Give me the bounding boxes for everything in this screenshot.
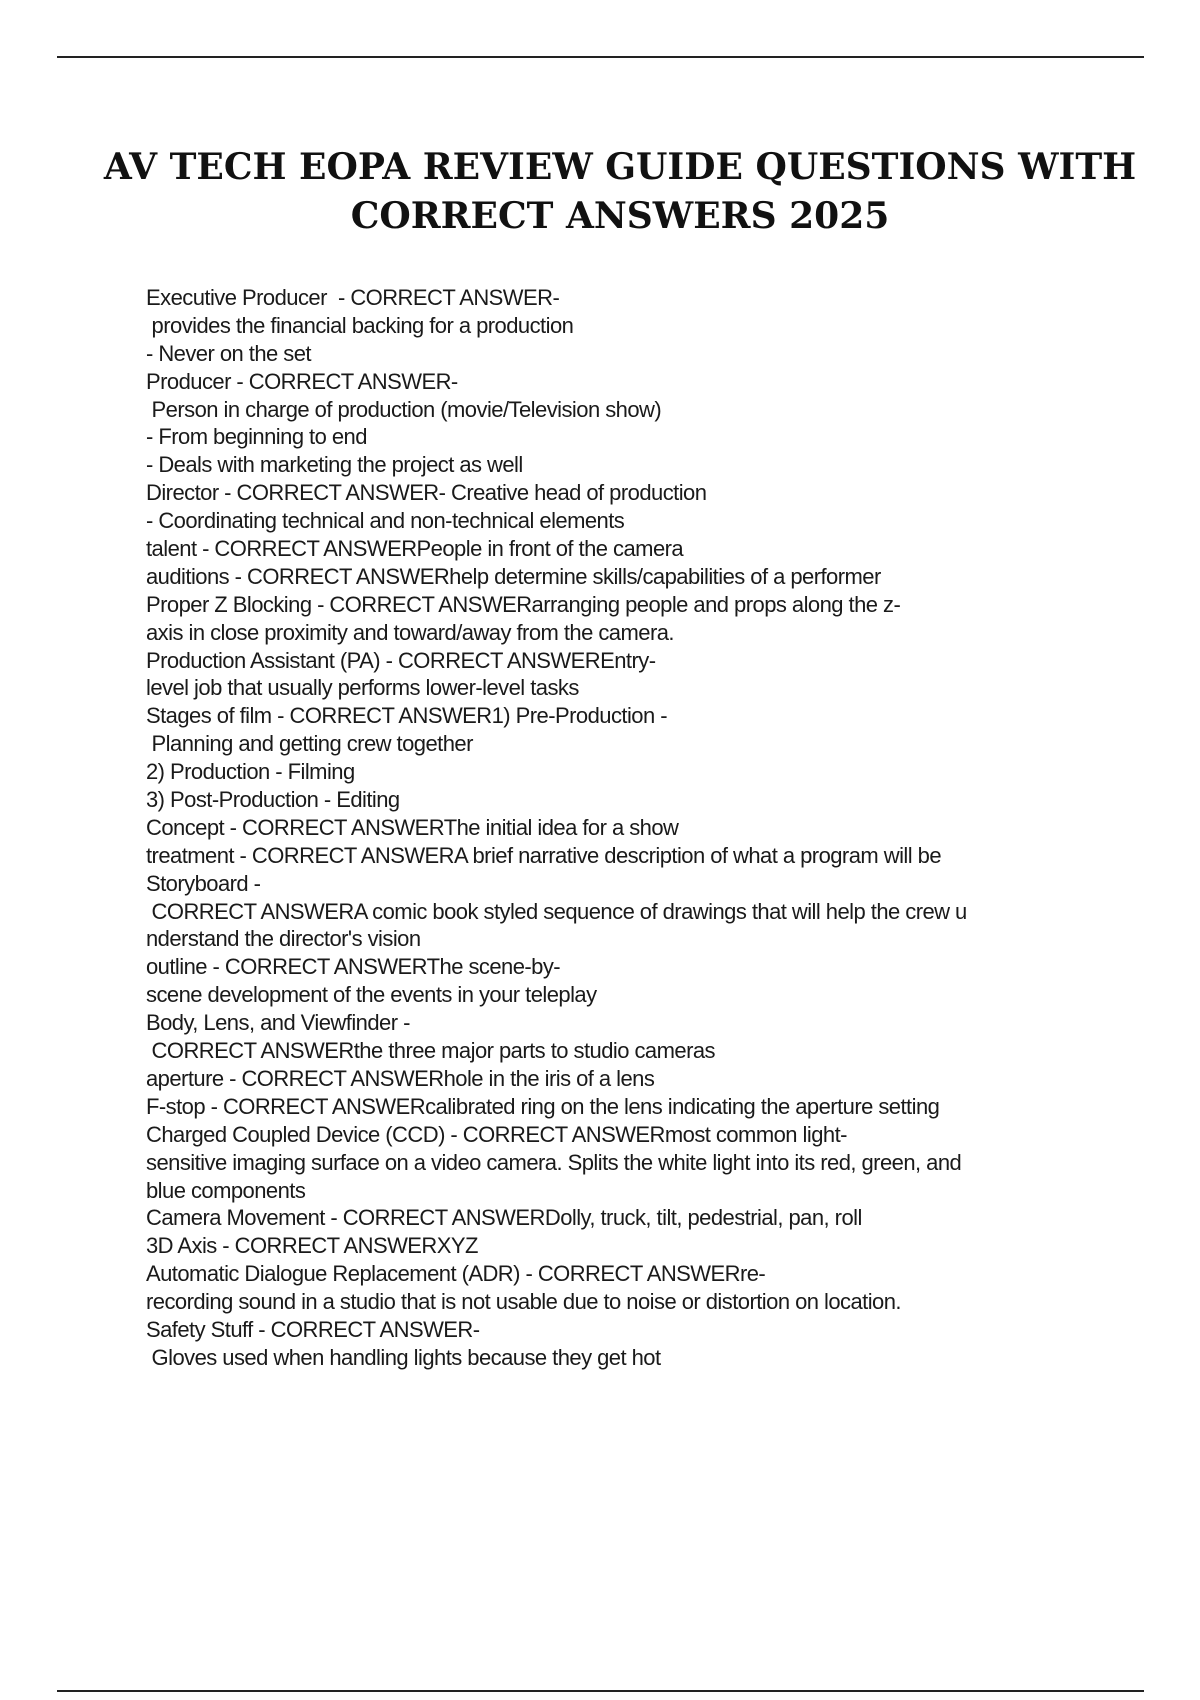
text-line: nderstand the director's vision: [146, 926, 421, 952]
text-line: Safety Stuff - CORRECT ANSWER-: [146, 1316, 480, 1342]
document-title: [100, 143, 1140, 241]
text-line: Planning and getting crew together: [146, 731, 473, 757]
text-line: provides the financial backing for a production: [146, 312, 574, 338]
text-line: level job that usually performs lower-level tasks: [146, 675, 579, 701]
document-title-line-2: CORRECT ANSWERS 2025: [350, 195, 890, 237]
text-line: recording sound in a studio that is not usable due to noise or distortion on location.: [146, 1289, 901, 1315]
text-line: CORRECT ANSWERA comic book styled sequence of drawings that will help the crew u: [146, 898, 967, 924]
text-line: - Never on the set: [146, 340, 311, 366]
text-line: Stages of film - CORRECT ANSWER1) Pre-Production -: [146, 703, 668, 729]
text-line: F-stop - CORRECT ANSWERcalibrated ring on the lens indicating the aperture setting: [146, 1093, 940, 1119]
text-line: Executive Producer - CORRECT ANSWER-: [146, 285, 560, 310]
bottom-rule: [57, 1690, 1144, 1692]
text-line: Production Assistant (PA) - CORRECT ANSWEREntry-: [146, 647, 656, 673]
text-line: outline - CORRECT ANSWERThe scene-by-: [146, 954, 561, 980]
text-line: Gloves used when handling lights because they get hot: [146, 1344, 661, 1370]
text-line: 3) Post-Production - Editing: [146, 787, 400, 813]
text-line: Concept - CORRECT ANSWERThe initial idea for a show: [146, 814, 679, 840]
text-line: 2) Production - Filming: [146, 759, 355, 785]
text-line: scene development of the events in your teleplay: [146, 982, 597, 1008]
text-line: Automatic Dialogue Replacement (ADR) - CORRECT ANSWERre-: [146, 1261, 766, 1287]
review-guide-body: [146, 284, 1086, 1372]
text-line: CORRECT ANSWERthe three major parts to studio cameras: [146, 1038, 715, 1064]
document-title-line-1: AV TECH EOPA REVIEW GUIDE QUESTIONS WITH: [103, 146, 1137, 188]
text-line: sensitive imaging surface on a video camera. Splits the white light into its red, green, and: [146, 1149, 962, 1175]
text-line: - Deals with marketing the project as well: [146, 452, 523, 478]
text-line: Proper Z Blocking - CORRECT ANSWERarranging people and props along the z-: [146, 591, 901, 617]
text-line: Charged Coupled Device (CCD) - CORRECT ANSWERmost common light-: [146, 1121, 847, 1147]
text-line: treatment - CORRECT ANSWERA brief narrative description of what a program will be: [146, 842, 942, 868]
text-line: 3D Axis - CORRECT ANSWERXYZ: [146, 1233, 478, 1259]
text-line: - Coordinating technical and non-technical elements: [146, 508, 625, 534]
text-line: - From beginning to end: [146, 424, 367, 450]
text-line: auditions - CORRECT ANSWERhelp determine skills/capabilities of a performer: [146, 563, 881, 589]
text-line: talent - CORRECT ANSWERPeople in front of the camera: [146, 536, 684, 562]
text-line: axis in close proximity and toward/away from the camera.: [146, 619, 674, 645]
text-line: Storyboard -: [146, 870, 261, 896]
top-rule: [57, 56, 1144, 58]
text-line: blue components: [146, 1177, 306, 1203]
text-line: Person in charge of production (movie/Television show): [146, 396, 662, 422]
text-line: aperture - CORRECT ANSWERhole in the iris of a lens: [146, 1065, 655, 1091]
text-line: Producer - CORRECT ANSWER-: [146, 368, 458, 394]
text-line: Director - CORRECT ANSWER- Creative head of production: [146, 480, 707, 506]
text-line: Body, Lens, and Viewfinder -: [146, 1010, 410, 1036]
text-line: Camera Movement - CORRECT ANSWERDolly, truck, tilt, pedestrial, pan, roll: [146, 1205, 862, 1231]
